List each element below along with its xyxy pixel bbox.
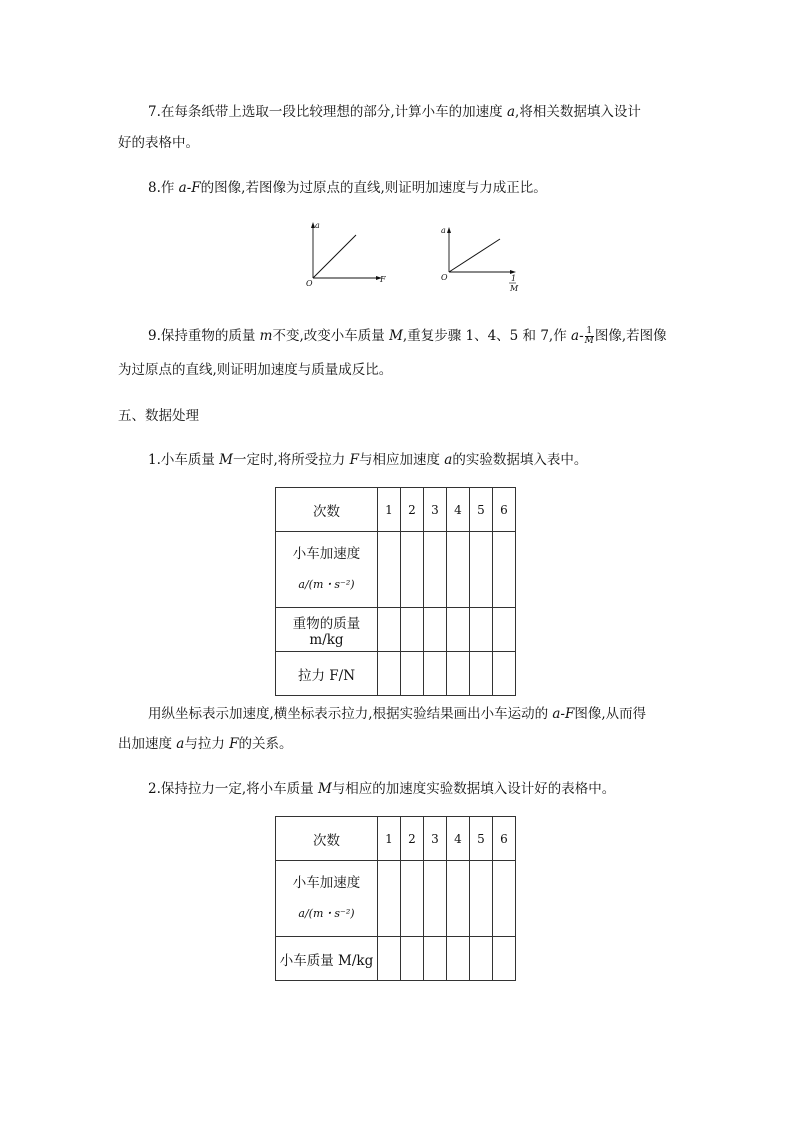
col-header: 3	[424, 817, 447, 861]
cell[interactable]	[401, 861, 424, 937]
cell[interactable]	[401, 608, 424, 652]
x-label-numerator: 1	[511, 274, 517, 283]
table2-intro: 2.保持拉力一定,将小车质量 M与相应的加速度实验数据填入设计好的表格中。	[148, 781, 616, 797]
col-header: 6	[493, 488, 516, 532]
cell[interactable]	[424, 608, 447, 652]
col-header: 5	[470, 817, 493, 861]
y-axis-arrow	[447, 227, 451, 233]
x-label: F	[380, 275, 386, 284]
col-header: 6	[493, 817, 516, 861]
cell[interactable]	[424, 937, 447, 981]
cell[interactable]	[447, 652, 470, 696]
row-label-acceleration: 小车加速度 a/(m・s⁻²)	[276, 532, 378, 608]
step7-line1: 7.在每条纸带上选取一段比较理想的部分,计算小车的加速度 a,将相关数据填入设计	[148, 104, 641, 120]
origin-label: O	[441, 273, 448, 282]
table-row	[276, 937, 516, 981]
row-label-cart-mass: 小车质量 M/kg	[276, 937, 378, 981]
cell[interactable]	[401, 532, 424, 608]
cell[interactable]	[470, 937, 493, 981]
cell[interactable]	[470, 861, 493, 937]
col-header: 4	[447, 488, 470, 532]
cell[interactable]	[447, 608, 470, 652]
proportional-line	[449, 239, 500, 272]
header-label: 次数	[276, 488, 378, 532]
table-row	[276, 817, 516, 861]
col-header: 5	[470, 488, 493, 532]
graph-a-vs-inv-m	[438, 224, 528, 296]
table-row	[276, 608, 516, 652]
col-header: 4	[447, 817, 470, 861]
cell[interactable]	[401, 937, 424, 981]
table-row	[276, 532, 516, 608]
col-header: 1	[378, 817, 401, 861]
cell[interactable]	[447, 532, 470, 608]
col-header: 2	[401, 817, 424, 861]
cell[interactable]	[470, 652, 493, 696]
y-label: a	[441, 226, 446, 235]
data-table-mass	[275, 816, 516, 981]
cell[interactable]	[470, 532, 493, 608]
cell[interactable]	[447, 937, 470, 981]
fraction-1-over-m: $\frac{1}{M}$	[584, 326, 594, 346]
col-header: 1	[378, 488, 401, 532]
x-label-denominator: M	[510, 284, 519, 293]
y-label: a	[315, 221, 320, 230]
cell[interactable]	[470, 608, 493, 652]
col-header: 3	[424, 488, 447, 532]
step8-line: 8.作 a-F的图像,若图像为过原点的直线,则证明加速度与力成正比。	[148, 180, 547, 196]
cell[interactable]	[493, 532, 516, 608]
cell[interactable]	[424, 861, 447, 937]
cell[interactable]	[493, 861, 516, 937]
cell[interactable]	[378, 861, 401, 937]
cell[interactable]	[378, 937, 401, 981]
cell[interactable]	[401, 652, 424, 696]
col-header: 2	[401, 488, 424, 532]
step7-line2: 好的表格中。	[118, 135, 199, 151]
table1-after-line2: 出加速度 a与拉力 F的关系。	[118, 736, 293, 752]
cell[interactable]	[493, 608, 516, 652]
table1-intro: 1.小车质量 M一定时,将所受拉力 F与相应加速度 a的实验数据填入表中。	[148, 452, 588, 468]
cell[interactable]	[378, 608, 401, 652]
cell[interactable]	[493, 937, 516, 981]
cell[interactable]	[378, 652, 401, 696]
step9-line1: 9.保持重物的质量 m不变,改变小车质量 M,重复步骤 1、4、5 和 7,作 a- $\frac{1}{M}$ 图像,若图像	[148, 326, 667, 346]
cell[interactable]	[424, 532, 447, 608]
data-table-force	[275, 487, 516, 696]
section-heading: 五、数据处理	[118, 408, 199, 424]
origin-label: O	[306, 279, 313, 288]
row-label-force: 拉力 F/N	[276, 652, 378, 696]
table1-after-line1: 用纵坐标表示加速度,横坐标表示拉力,根据实验结果画出小车运动的 a-F图像,从而得	[148, 706, 647, 722]
cell[interactable]	[493, 652, 516, 696]
graph-a-vs-f	[300, 218, 400, 290]
table-row	[276, 861, 516, 937]
cell[interactable]	[447, 861, 470, 937]
table-row	[276, 652, 516, 696]
cell[interactable]	[378, 532, 401, 608]
table-row	[276, 488, 516, 532]
cell[interactable]	[424, 652, 447, 696]
row-label-acceleration: 小车加速度 a/(m・s⁻²)	[276, 861, 378, 937]
proportional-line	[313, 235, 356, 278]
row-label-mass: 重物的质量 m/kg	[276, 608, 378, 652]
header-label: 次数	[276, 817, 378, 861]
step9-line2: 为过原点的直线,则证明加速度与质量成反比。	[118, 362, 393, 378]
